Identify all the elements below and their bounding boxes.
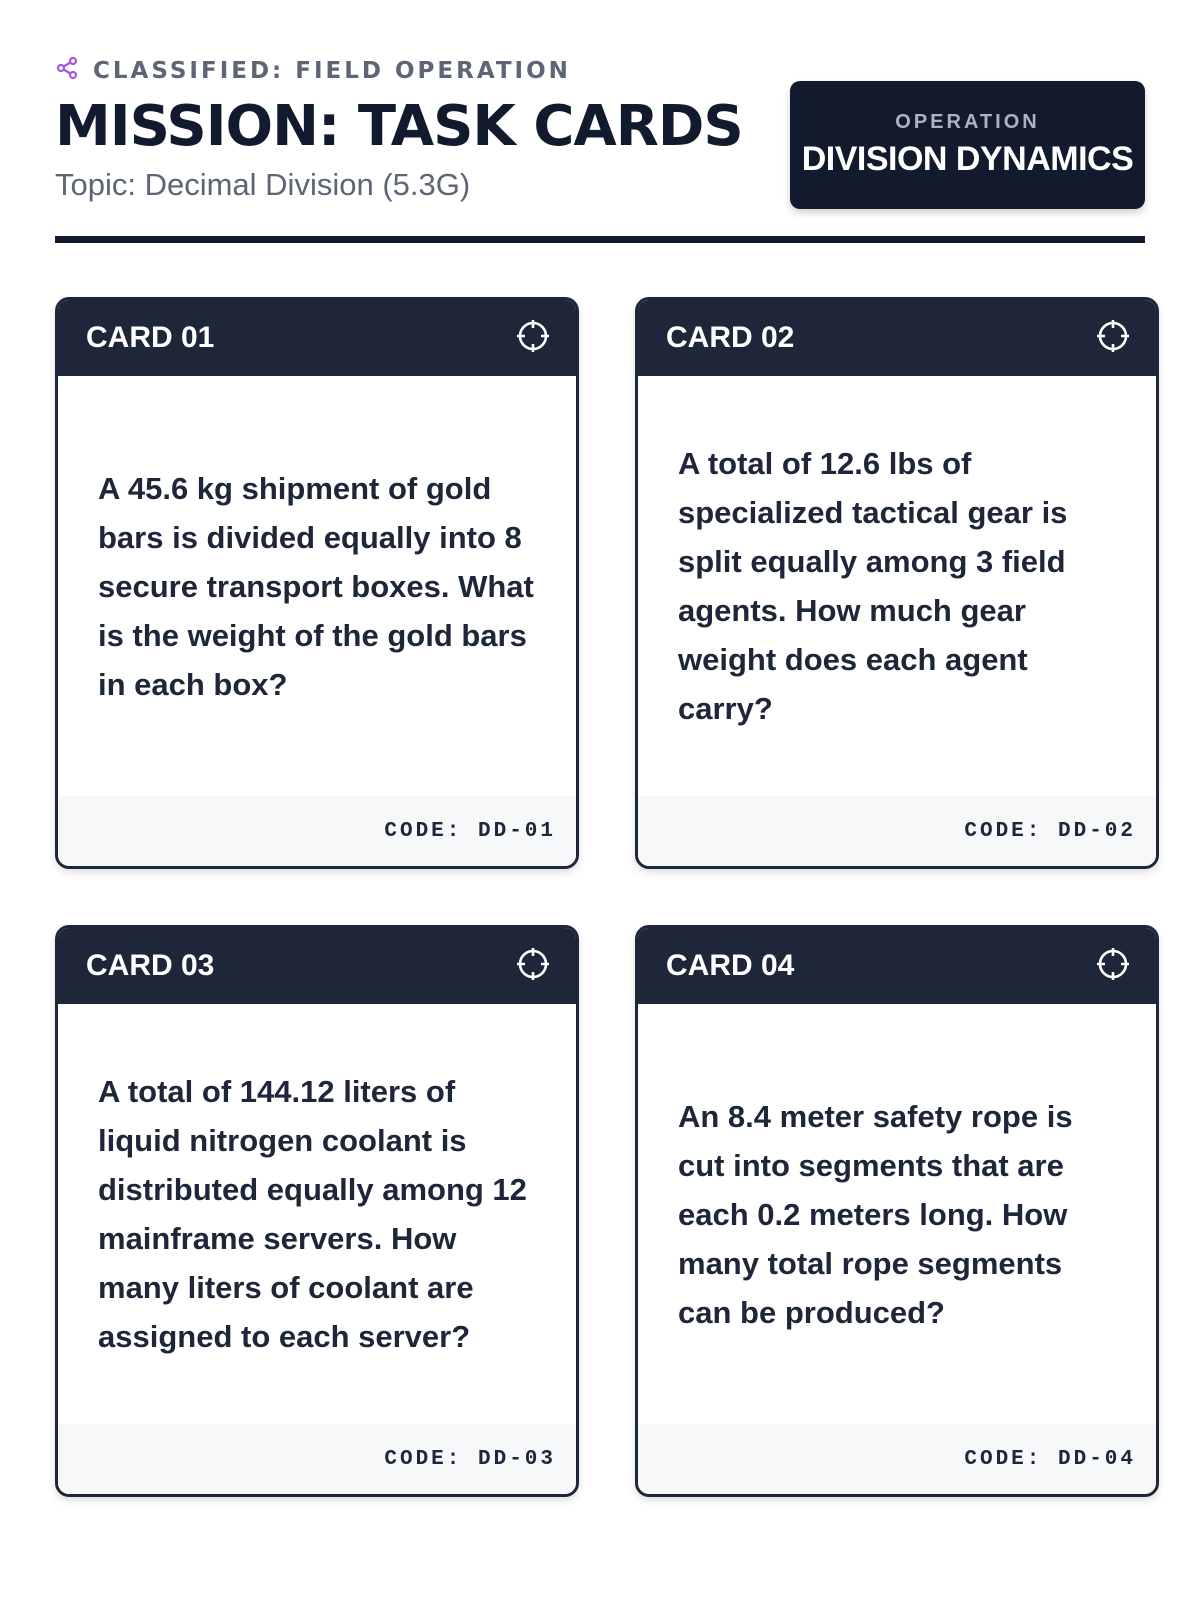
page-subtitle: Topic: Decimal Division (5.3G) — [55, 167, 471, 202]
card-title: CARD 03 — [86, 949, 215, 982]
card-question: An 8.4 meter safety rope is cut into segments that are each 0.2 meters long. How many total rope segments can be produced? — [678, 1098, 1073, 1330]
card-title: CARD 02 — [666, 321, 795, 354]
card-body — [638, 1004, 1156, 1424]
card-header — [58, 928, 576, 1004]
card-header — [58, 300, 576, 376]
crosshair-icon — [1096, 319, 1130, 358]
task-card-01 — [55, 297, 579, 869]
card-header — [638, 928, 1156, 1004]
card-body — [58, 376, 576, 796]
crosshair-icon — [516, 319, 550, 358]
eyebrow-text: CLASSIFIED: FIELD OPERATION — [93, 57, 571, 84]
card-footer — [638, 1424, 1156, 1494]
card-grid — [55, 297, 1159, 1497]
card-question: A 45.6 kg shipment of gold bars is divided equally into 8 secure transport boxes. What is the weight of the gold bars in each box? — [98, 470, 534, 702]
operation-badge — [790, 81, 1145, 209]
card-code: CODE: DD-02 — [964, 819, 1136, 843]
crosshair-icon — [1096, 947, 1130, 986]
eyebrow — [55, 56, 571, 85]
card-footer — [638, 796, 1156, 866]
header-divider — [55, 236, 1145, 243]
crosshair-icon — [516, 947, 550, 986]
card-question: A total of 12.6 lbs of specialized tactical gear is split equally among 3 field agents. How much gear weight does each agent carry? — [678, 446, 1068, 726]
card-title: CARD 04 — [666, 949, 795, 982]
card-code: CODE: DD-03 — [384, 1447, 556, 1471]
header — [55, 0, 1145, 243]
task-card-02 — [635, 297, 1159, 869]
card-code: CODE: DD-04 — [964, 1447, 1136, 1471]
task-card-03 — [55, 925, 579, 1497]
card-footer — [58, 1424, 576, 1494]
card-body — [58, 1004, 576, 1424]
operation-label: OPERATION — [895, 111, 1040, 133]
card-code: CODE: DD-01 — [384, 819, 556, 843]
operation-name: DIVISION DYNAMICS — [801, 140, 1134, 178]
card-header — [638, 300, 1156, 376]
task-card-04 — [635, 925, 1159, 1497]
card-question: A total of 144.12 liters of liquid nitrogen coolant is distributed equally among 12 mainframe servers. How many liters of coolant are assigned to each server? — [98, 1074, 527, 1354]
share-nodes-icon — [55, 56, 79, 85]
card-footer — [58, 796, 576, 866]
card-title: CARD 01 — [86, 321, 215, 354]
page-title: MISSION: TASK CARDS — [55, 94, 743, 159]
card-body — [638, 376, 1156, 796]
